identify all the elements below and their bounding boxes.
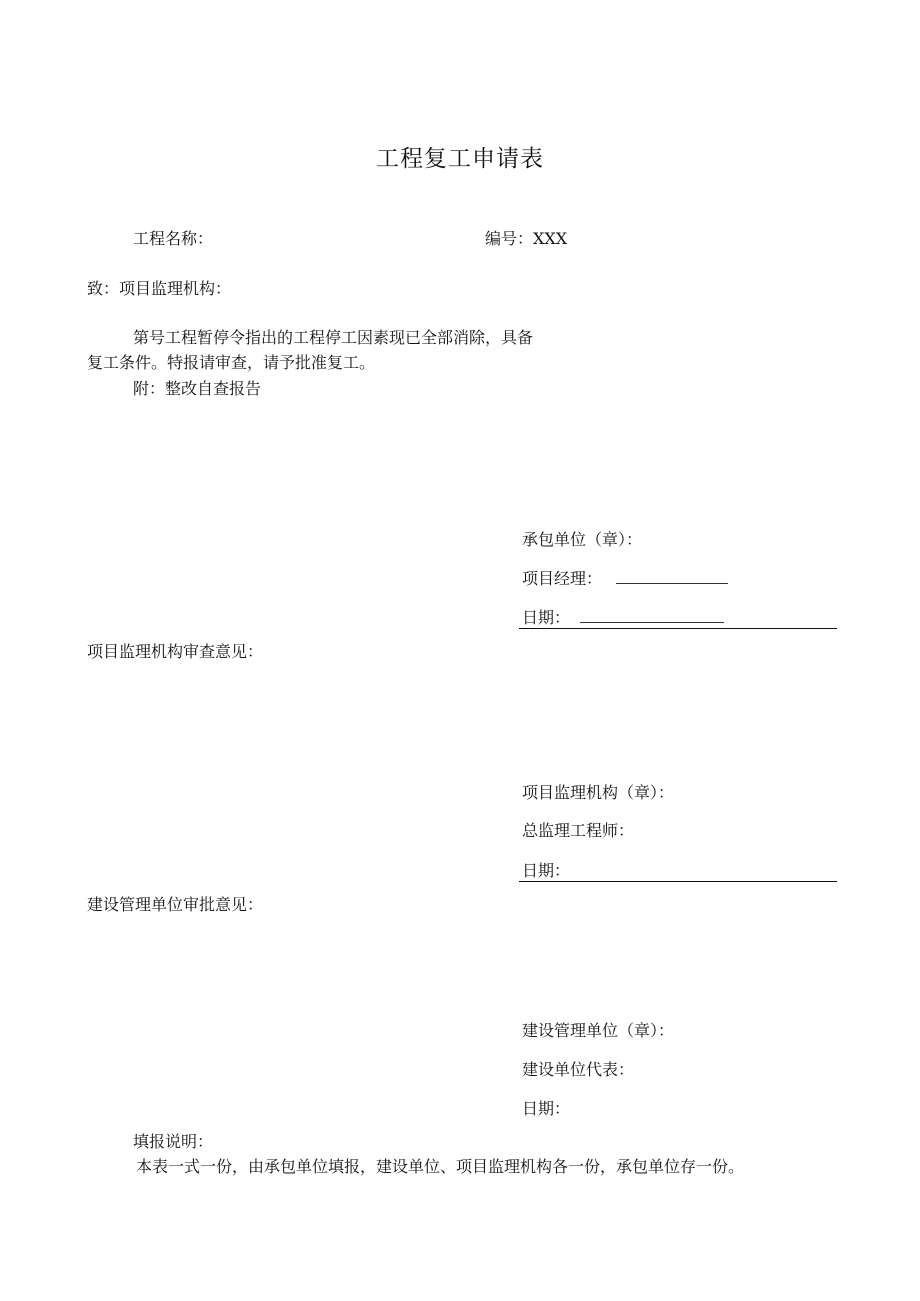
section-divider-supervisor bbox=[519, 881, 837, 882]
notes-heading: 填报说明： bbox=[133, 1132, 214, 1151]
supervisor-seal-label: 项目监理机构（章）： bbox=[522, 783, 675, 802]
notes-text: 本表一式一份，由承包单位填报，建设单位、项目监理机构各一份，承包单位存一份。 bbox=[136, 1157, 745, 1176]
project-manager-field bbox=[522, 569, 728, 589]
page-title: 工程复工申请表 bbox=[376, 146, 544, 172]
project-manager-blank bbox=[616, 569, 728, 584]
project-name-label: 工程名称： bbox=[133, 229, 214, 248]
project-manager-label: 项目经理： bbox=[522, 569, 603, 588]
body-text-line-1: 第号工程暂停令指出的工程停工因素现已全部消除，具备 bbox=[133, 328, 534, 347]
body-text-line-2: 复工条件。特报请审查，请予批准复工。 bbox=[87, 353, 376, 372]
owner-representative-label: 建设单位代表： bbox=[522, 1060, 635, 1079]
contractor-date-label: 日期： bbox=[522, 608, 571, 627]
contractor-date-blank bbox=[580, 608, 724, 623]
owner-date-label: 日期： bbox=[522, 1099, 571, 1118]
serial-number-label: 编号：XXX bbox=[485, 229, 568, 248]
attachment-line: 附：整改自查报告 bbox=[133, 379, 262, 398]
addressee-line: 致：项目监理机构： bbox=[87, 279, 232, 298]
contractor-seal-label: 承包单位（章）： bbox=[522, 530, 643, 549]
supervisor-opinion-label: 项目监理机构审查意见： bbox=[87, 642, 264, 661]
supervisor-date-label: 日期： bbox=[522, 861, 571, 880]
owner-opinion-label: 建设管理单位审批意见： bbox=[87, 895, 264, 914]
chief-engineer-label: 总监理工程师： bbox=[522, 821, 635, 840]
owner-seal-label: 建设管理单位（章）： bbox=[522, 1021, 675, 1040]
section-divider-contractor bbox=[519, 628, 837, 629]
contractor-date-field bbox=[522, 608, 724, 628]
